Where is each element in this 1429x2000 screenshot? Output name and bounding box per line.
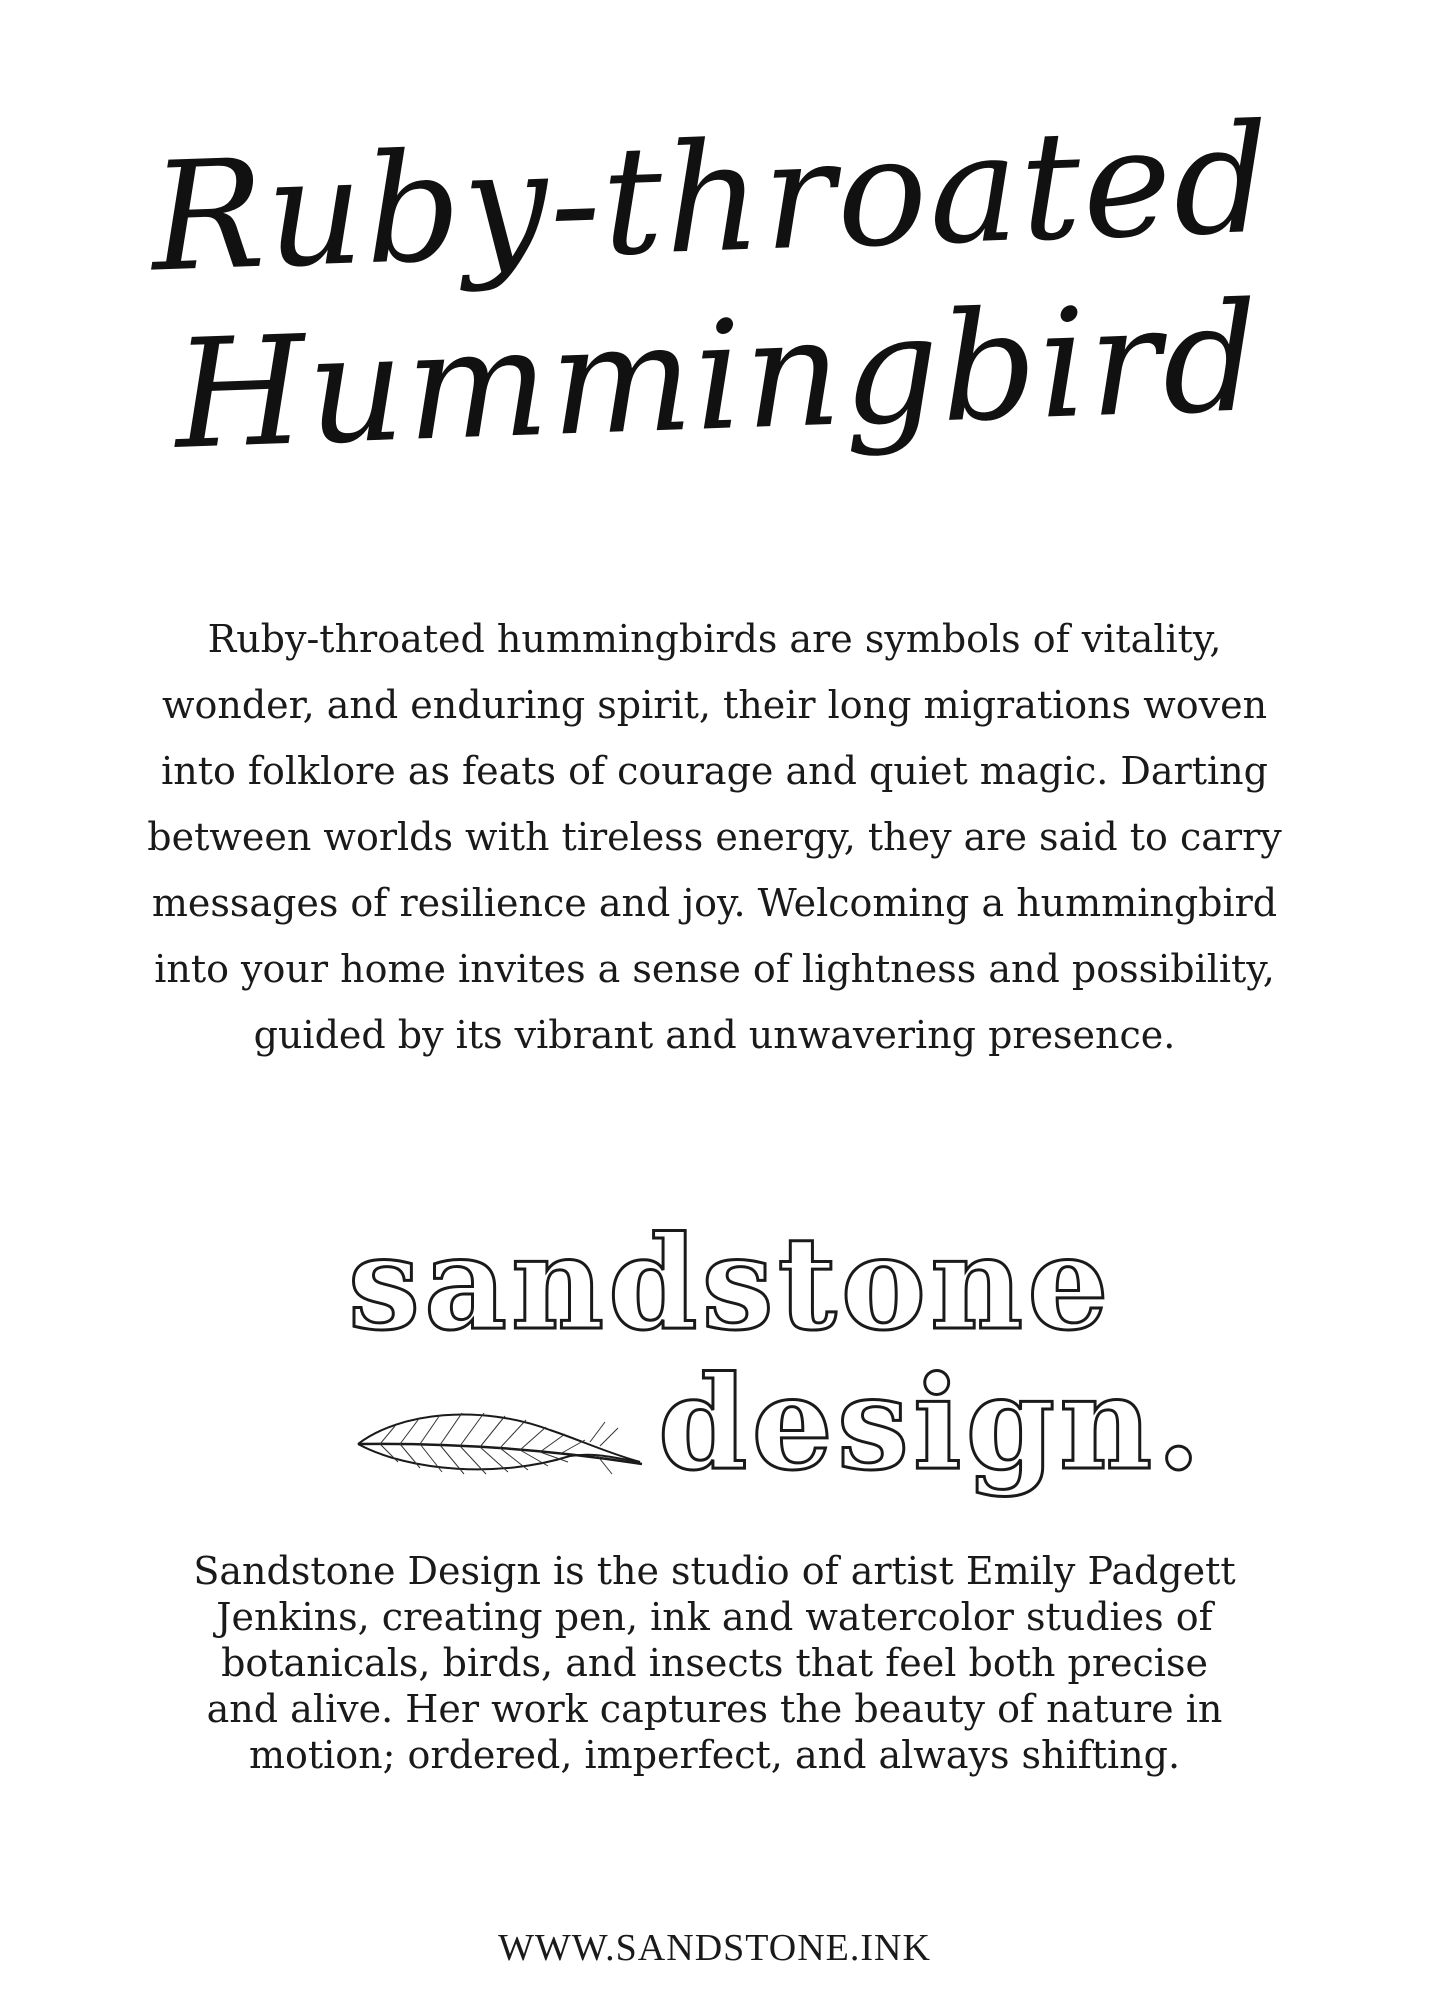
intro-paragraph: Ruby-throated hummingbirds are symbols of vitality, wonder, and enduring spirit, their long migrations woven into folklore as feats of courage and quiet magic. Darting between worlds with tireless energy, they are said to carry messages of resilience and joy. Welcoming a hummingbird into your home invites a sense of lightness and possibility, guided by its vibrant and unwavering presence. (147, 617, 1282, 1057)
about-paragraph: Sandstone Design is the studio of artist Emily Padgett Jenkins, creating pen, ink and watercolor studies of botanicals, birds, and insects that feel both precise and alive. Her work captures the beauty of nature in motion; ordered, imperfect, and always shifting. (193, 1549, 1236, 1777)
title-line-1: Ruby-throated (148, 92, 1275, 306)
feather-icon (350, 1382, 650, 1502)
logo-word-sandstone: sandstone (348, 1209, 1113, 1359)
page-title (0, 85, 1429, 491)
logo-word-design: design. (658, 1349, 1205, 1499)
brand-logo (340, 1209, 1205, 1530)
website-link[interactable]: WWW.SANDSTONE.INK (498, 1927, 931, 1969)
title-line-2: Hummingbird (171, 271, 1264, 483)
